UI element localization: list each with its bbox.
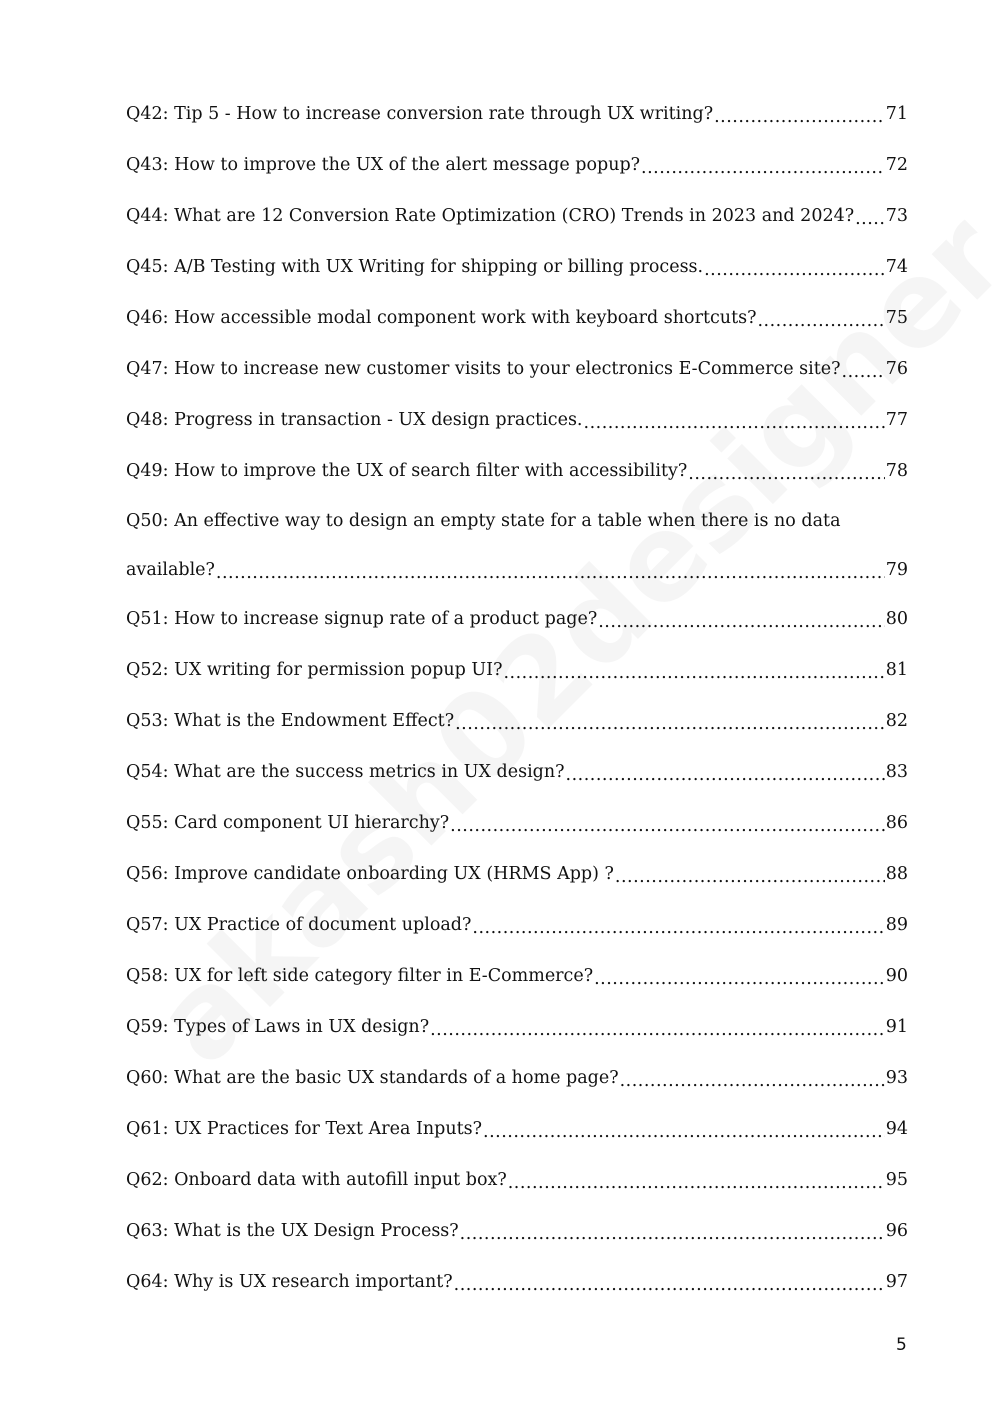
dot-leader: [757, 311, 884, 331]
dot-leader: [594, 969, 885, 989]
toc-entry[interactable]: [126, 1205, 908, 1256]
toc-entry[interactable]: [126, 1103, 908, 1154]
toc-entry-title: Q55: Card component UI hierarchy?: [126, 812, 450, 833]
toc-entry[interactable]: [126, 445, 908, 496]
dot-leader: [430, 1020, 885, 1040]
toc-entry[interactable]: [126, 190, 908, 241]
toc-entry[interactable]: [126, 394, 908, 445]
toc-entry-title: Q49: How to improve the UX of search filter with accessibility?: [126, 460, 688, 481]
toc-entry-title: Q46: How accessible modal component work with keyboard shortcuts?: [126, 307, 757, 328]
toc-entry-page: 79: [885, 560, 908, 580]
toc-entry-page: 96: [885, 1220, 908, 1241]
toc-entry-title: Q57: UX Practice of document upload?: [126, 914, 472, 935]
toc-entry-page: 88: [885, 863, 908, 884]
dot-leader: [483, 1122, 885, 1142]
toc-entry-title: Q53: What is the Endowment Effect?: [126, 710, 455, 731]
toc-entry-page: 95: [885, 1169, 908, 1190]
toc-entry-title: Q44: What are 12 Conversion Rate Optimization (CRO) Trends in 2023 and 2024?: [126, 205, 855, 226]
toc-entry-title: Q62: Onboard data with autofill input box?: [126, 1169, 507, 1190]
toc-entry-page: 77: [885, 409, 908, 430]
dot-leader: [454, 1275, 885, 1295]
dot-leader: [584, 413, 885, 433]
toc-entry-page: 80: [885, 608, 908, 629]
toc-entry-title: Q60: What are the basic UX standards of a home page?: [126, 1067, 619, 1088]
toc-entry-title: Q45: A/B Testing with UX Writing for shipping or billing process.: [126, 256, 704, 277]
toc-entry[interactable]: [126, 241, 908, 292]
toc-entry-page: 71: [885, 103, 908, 124]
dot-leader: [855, 209, 885, 229]
toc-entry-page: 76: [885, 358, 908, 379]
toc-entry[interactable]: [126, 496, 908, 593]
dot-leader: [688, 464, 884, 484]
toc-entry-page: 94: [885, 1118, 908, 1139]
table-of-contents: [126, 88, 908, 1307]
toc-entry[interactable]: [126, 1256, 908, 1307]
toc-entry[interactable]: [126, 797, 908, 848]
dot-leader: [450, 816, 885, 836]
toc-entry[interactable]: [126, 644, 908, 695]
dot-leader: [714, 107, 885, 127]
dot-leader: [842, 362, 885, 382]
toc-entry-title: Q52: UX writing for permission popup UI?: [126, 659, 503, 680]
dot-leader: [620, 1071, 885, 1091]
dot-leader: [455, 714, 885, 734]
toc-entry-title: Q59: Types of Laws in UX design?: [126, 1016, 430, 1037]
dot-leader: [472, 918, 884, 938]
toc-entry-page: 86: [885, 812, 908, 833]
toc-entry-page: 81: [885, 659, 908, 680]
toc-entry-title: Q54: What are the success metrics in UX design?: [126, 761, 565, 782]
toc-entry-page: 75: [885, 307, 908, 328]
toc-entry-title: Q63: What is the UX Design Process?: [126, 1220, 459, 1241]
toc-entry[interactable]: [126, 88, 908, 139]
toc-entry-title: Q58: UX for left side category filter in E-Commerce?: [126, 965, 594, 986]
toc-entry[interactable]: [126, 593, 908, 644]
toc-entry-page: 91: [885, 1016, 908, 1037]
toc-entry[interactable]: [126, 292, 908, 343]
toc-entry-title: Q47: How to increase new customer visits to your electronics E-Commerce site?: [126, 358, 841, 379]
toc-entry[interactable]: [126, 1001, 908, 1052]
toc-entry[interactable]: [126, 1052, 908, 1103]
toc-entry-title: Q56: Improve candidate onboarding UX (HRMS App) ?: [126, 863, 614, 884]
toc-entry-title: Q48: Progress in transaction - UX design practices.: [126, 409, 583, 430]
toc-entry-page: 73: [885, 205, 908, 226]
toc-entry-page: 78: [885, 460, 908, 481]
toc-entry-title-continued: available?: [126, 560, 215, 580]
dot-leader: [704, 260, 885, 280]
toc-entry-title: Q43: How to improve the UX of the alert message popup?: [126, 154, 641, 175]
dot-leader: [641, 158, 885, 178]
toc-entry-page: 72: [885, 154, 908, 175]
dot-leader: [216, 563, 885, 583]
toc-entry-page: 74: [885, 256, 908, 277]
toc-entry[interactable]: [126, 746, 908, 797]
toc-entry-page: 90: [885, 965, 908, 986]
toc-entry-page: 93: [885, 1067, 908, 1088]
toc-entry-title: Q42: Tip 5 - How to increase conversion rate through UX writing?: [126, 103, 714, 124]
toc-entry-page: 97: [885, 1271, 908, 1292]
dot-leader: [615, 867, 885, 887]
toc-entry[interactable]: [126, 950, 908, 1001]
toc-entry-page: 82: [885, 710, 908, 731]
toc-entry-title: Q50: An effective way to design an empty state for a table when there is no data: [126, 511, 841, 531]
toc-entry-title: Q64: Why is UX research important?: [126, 1271, 453, 1292]
toc-entry[interactable]: [126, 1154, 908, 1205]
dot-leader: [598, 612, 884, 632]
page-number: 5: [896, 1335, 907, 1355]
toc-entry[interactable]: [126, 848, 908, 899]
toc-entry-title: Q51: How to increase signup rate of a product page?: [126, 608, 598, 629]
dot-leader: [460, 1224, 885, 1244]
dot-leader: [503, 663, 884, 683]
toc-entry-page: 83: [885, 761, 908, 782]
toc-entry-page: 89: [885, 914, 908, 935]
toc-entry-title: Q61: UX Practices for Text Area Inputs?: [126, 1118, 483, 1139]
toc-entry[interactable]: [126, 343, 908, 394]
toc-entry[interactable]: [126, 899, 908, 950]
toc-entry[interactable]: [126, 139, 908, 190]
toc-entry[interactable]: [126, 695, 908, 746]
dot-leader: [566, 765, 885, 785]
dot-leader: [508, 1173, 885, 1193]
